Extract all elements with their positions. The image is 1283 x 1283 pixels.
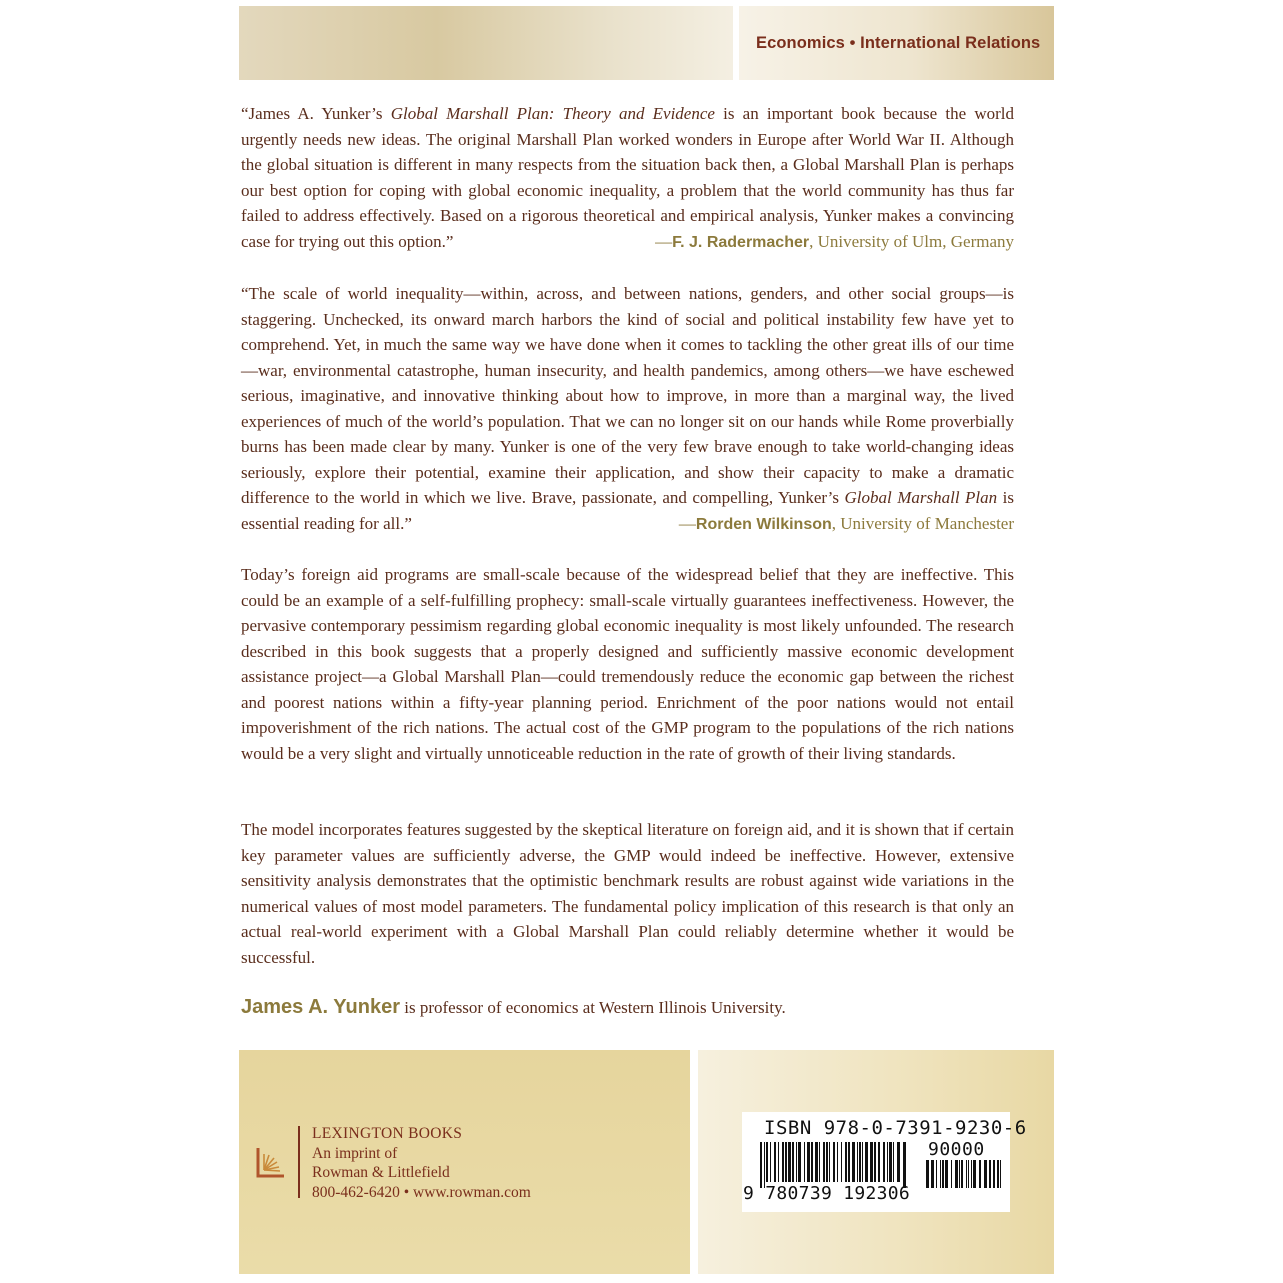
barcode-bar [764,1142,765,1188]
ean-barcode [760,1142,906,1188]
barcode-digits: 9 780739 192306 [743,1183,911,1204]
publisher-contact: 800-462-6420 • www.rowman.com [312,1183,531,1201]
blurb-text: is an important book because the world urgently needs new ideas. The original Marshall Plan worked wonders in Europe after World War II. Although the global situation is different in many respects from the situation back then, a Global Marshall Plan is perhaps our best option for coping with global economic inequality, a problem that the world community has thus far failed to address effectively. Based on a rigorous theoretical and empirical analysis, Yunker makes a convincing case for trying out this option.” [241,104,1015,251]
barcode-bar [945,1160,948,1188]
blurb-attribution [655,229,1014,256]
book-title: Global Marshall Plan: Theory and Evidence [390,104,715,123]
publisher-name: LEXINGTON BOOKS [312,1125,463,1142]
barcode-bar [815,1142,818,1182]
barcode-bar [837,1142,838,1182]
barcode-bar [792,1142,794,1182]
barcode-bar [961,1160,963,1188]
attribution-dash: — [678,513,696,533]
reviewer-name: Rorden Wilkinson [695,515,832,533]
barcode-bar [796,1142,797,1182]
barcode-bar [782,1142,784,1182]
barcode-bar [926,1160,929,1188]
barcode-bar [833,1142,835,1182]
barcode-bar [1000,1160,1001,1188]
barcode-bar [857,1142,858,1182]
barcode-bar [979,1160,981,1188]
barcode-bar [971,1160,972,1188]
barcode-bar [829,1142,830,1182]
description-paragraph-2 [241,817,1014,970]
author-bio [241,996,786,1019]
attribution-dash: — [655,231,673,251]
lexington-sunburst-logo-icon [255,1144,287,1180]
barcode-bar [989,1160,991,1188]
barcode-bar [931,1160,934,1188]
isbn-number: ISBN 978-0-7391-9230-6 [764,1117,1027,1139]
blurb-attribution [679,511,1014,538]
barcode-bar [760,1142,762,1188]
barcode-bar [823,1142,825,1182]
barcode-bar [774,1142,776,1182]
barcode-bar [966,1160,967,1188]
barcode-bar [859,1142,861,1182]
barcode-bar [862,1142,863,1182]
reviewer-affiliation: , University of Manchester [831,513,1014,533]
barcode-bar [951,1160,952,1188]
category-label: Economics • International Relations [756,34,1041,52]
barcode-bar [959,1160,960,1188]
blurb-wilkinson [241,281,1014,537]
barcode-bar [826,1142,828,1182]
description-text: The model incorporates features suggested by the skeptical literature on foreign aid, and it is shown that if certain key parameter values are sufficiently adverse, the GMP would indeed be ineffective. However, extensive sensitivity analysis demonstrates that the optimistic benchmark results are robust against wide variations in the numerical values of most model parameters. The fundamental policy implication of this research is that only an actual real-world experiment with a Global Marshall Plan could reliably determine whether it would be successful. [241,820,1014,967]
barcode-bar [887,1142,888,1182]
barcode-bar [798,1142,801,1182]
description-paragraph-1 [241,562,1014,766]
barcode-bar [936,1160,937,1188]
barcode-bar [997,1160,999,1188]
barcode-bar [883,1142,885,1182]
barcode-bar [865,1142,868,1182]
barcode-bar [889,1142,892,1182]
barcode-bar [874,1142,876,1182]
barcode-bar [841,1142,842,1182]
barcode-bar [785,1142,787,1182]
barcode-bar [878,1142,880,1182]
barcode-bar [893,1142,894,1182]
barcode-bar [870,1142,873,1182]
book-title: Global Marshall Plan [844,488,998,507]
author-bio-text: is professor of economics at Western Illinois University. [399,998,786,1017]
barcode-bar [807,1142,810,1182]
reviewer-affiliation: , University of Ulm, Germany [809,231,1014,251]
barcode-bar [788,1142,791,1182]
barcode-bar [845,1142,847,1182]
barcode-bar [778,1142,779,1182]
barcode-bar [973,1160,976,1188]
publisher-info [312,1124,531,1202]
publisher-imprint: An imprint of [312,1144,398,1162]
blurb-text: “The scale of world inequality—within, across, and between nations, genders, and other social groups—is staggering. Unchecked, its onward march harbors the kind of social and political instability few have yet to comprehend. Yet, in much the same way we have done when it comes to tackling the other great ills of our time—war, environmental catastrophe, human insecurity, and health pandemics, among others—we have eschewed serious, imaginative, and innovative thinking about how to improve, in more than a marginal way, the lived experiences of much of the world’s population. That we can no longer sit on our hands while Rome proverbially burns has been made clear by many. Yunker is one of the very few brave enough to take world-changing ideas seriously, explore their potential, examine their application, and show their capacity to make a dramatic difference to the world in which we live. Brave, passionate, and compelling, Yunker’s [241,284,1014,507]
blurb-text: “James A. Yunker’s [241,104,391,123]
barcode-bar [770,1142,771,1182]
barcode-bar [897,1142,900,1182]
publisher-parent: Rowman & Littlefield [312,1164,450,1181]
description-text: Today’s foreign aid programs are small-scale because of the widespread belief that they are ineffective. This could be an example of a self-fulfilling prophecy: small-scale virtually guarantees ineffectiveness. However, the pervasive contemporary pessimism regarding global economic inequality is most likely unfounded. The research described in this book suggests that a properly designed and sufficiently massive economic development assistance project—a Global Marshall Plan—could tremendously reduce the economic gap between the richest and poorest nations within a fifty-year planning period. Enrichment of the poor nations would not entail impoverishment of the rich nations. The actual cost of the GMP program to the populations of the rich nations would be a very slight and virtually unnoticeable reduction in the rate of growth of their living standards. [241,565,1014,763]
blurb-radermacher [241,101,1014,255]
barcode-bar [848,1142,850,1182]
blurb-text: is essential reading for all.” [241,488,1014,533]
barcode-bar [766,1142,768,1182]
barcode-bar [955,1160,958,1188]
barcode-bar [968,1160,969,1188]
barcode-bar [903,1142,906,1188]
barcode-bar [984,1160,987,1188]
barcode-bar [819,1142,820,1182]
reviewer-name: F. J. Radermacher [672,233,810,251]
price-code: 90000 [928,1139,985,1160]
author-name: James A. Yunker [241,996,400,1018]
barcode-bar [993,1160,995,1188]
price-barcode [926,1160,1006,1194]
barcode-bar [940,1160,941,1188]
barcode-bar [942,1160,944,1188]
barcode-bar [811,1142,813,1182]
barcode-bar [804,1142,805,1182]
publisher-divider [298,1126,300,1198]
header-band-left [239,6,733,80]
barcode-bar [852,1142,855,1182]
